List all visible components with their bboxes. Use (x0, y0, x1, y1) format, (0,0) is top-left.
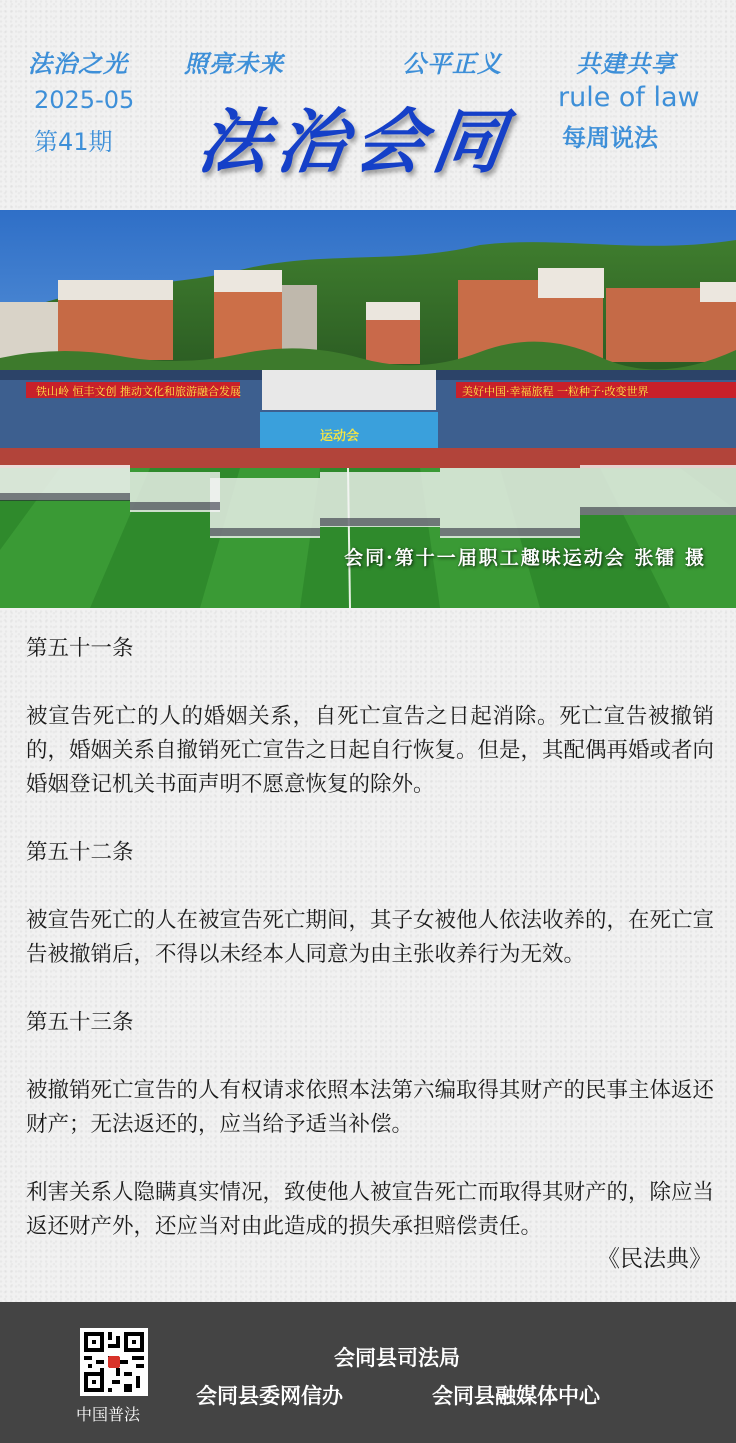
org-media-center: 会同县融媒体中心 (432, 1384, 600, 1408)
subtitle-weekly-law: 每周说法 (562, 124, 658, 152)
photo-caption: 会同·第十一届职工趣味运动会 张镭 摄 (344, 547, 706, 569)
slogan-rule-of-law-light: 法治之光 (28, 50, 128, 78)
source-citation: 《民法典》 (597, 1246, 712, 1272)
article-paragraph-53b: 利害关系人隐瞒真实情况，致使他人被宣告死亡而取得其财产的，除应当返还财产外，还应当对由此造成的损失承担赔偿责任。 (26, 1180, 715, 1239)
article-paragraph-52: 被宣告死亡的人在被宣告死亡期间，其子女被他人依法收养的，在死亡宣告被撤销后，不得以未经本人同意为由主张收养行为无效。 (26, 908, 715, 967)
masthead-title: 法治会同 (193, 100, 518, 183)
slogan-illuminate-future: 照亮未来 (184, 50, 284, 78)
banner-photo (0, 210, 736, 608)
issue-number: 第41期 (34, 128, 113, 156)
article-heading-53: 第五十三条 (26, 1010, 134, 1035)
qr-code-icon[interactable] (80, 1328, 148, 1396)
article-body (26, 632, 714, 1278)
article-paragraph-53a: 被撤销死亡宣告的人有权请求依照本法第六编取得其财产的民事主体返还财产；无法返还的，应当给予适当补偿。 (26, 1078, 715, 1137)
article-paragraph-51: 被宣告死亡的人的婚姻关系，自死亡宣告之日起消除。死亡宣告被撤销的，婚姻关系自撤销死亡宣告之日起自行恢复。但是，其配偶再婚或者向婚姻登记机关书面声明不愿意恢复的除外。 (26, 704, 715, 797)
article-heading-51: 第五十一条 (26, 636, 134, 661)
article-heading-52: 第五十二条 (26, 840, 134, 865)
org-justice-bureau: 会同县司法局 (334, 1346, 460, 1370)
qr-label: 中国普法 (76, 1405, 141, 1424)
issue-date: 2025-05 (34, 86, 135, 114)
org-cyberspace-office: 会同县委网信办 (196, 1384, 343, 1408)
slogan-fairness-justice: 公平正义 (402, 50, 502, 78)
stage-sign: 运动会 (320, 429, 360, 444)
subtitle-english: rule of law (558, 82, 700, 113)
billboard-right: 美好中国·幸福旅程 一粒种子·改变世界 (462, 385, 649, 398)
slogan-build-share: 共建共享 (576, 50, 676, 78)
billboard-left: 铁山岭 恒丰文创 推动文化和旅游融合发展 (36, 385, 241, 398)
